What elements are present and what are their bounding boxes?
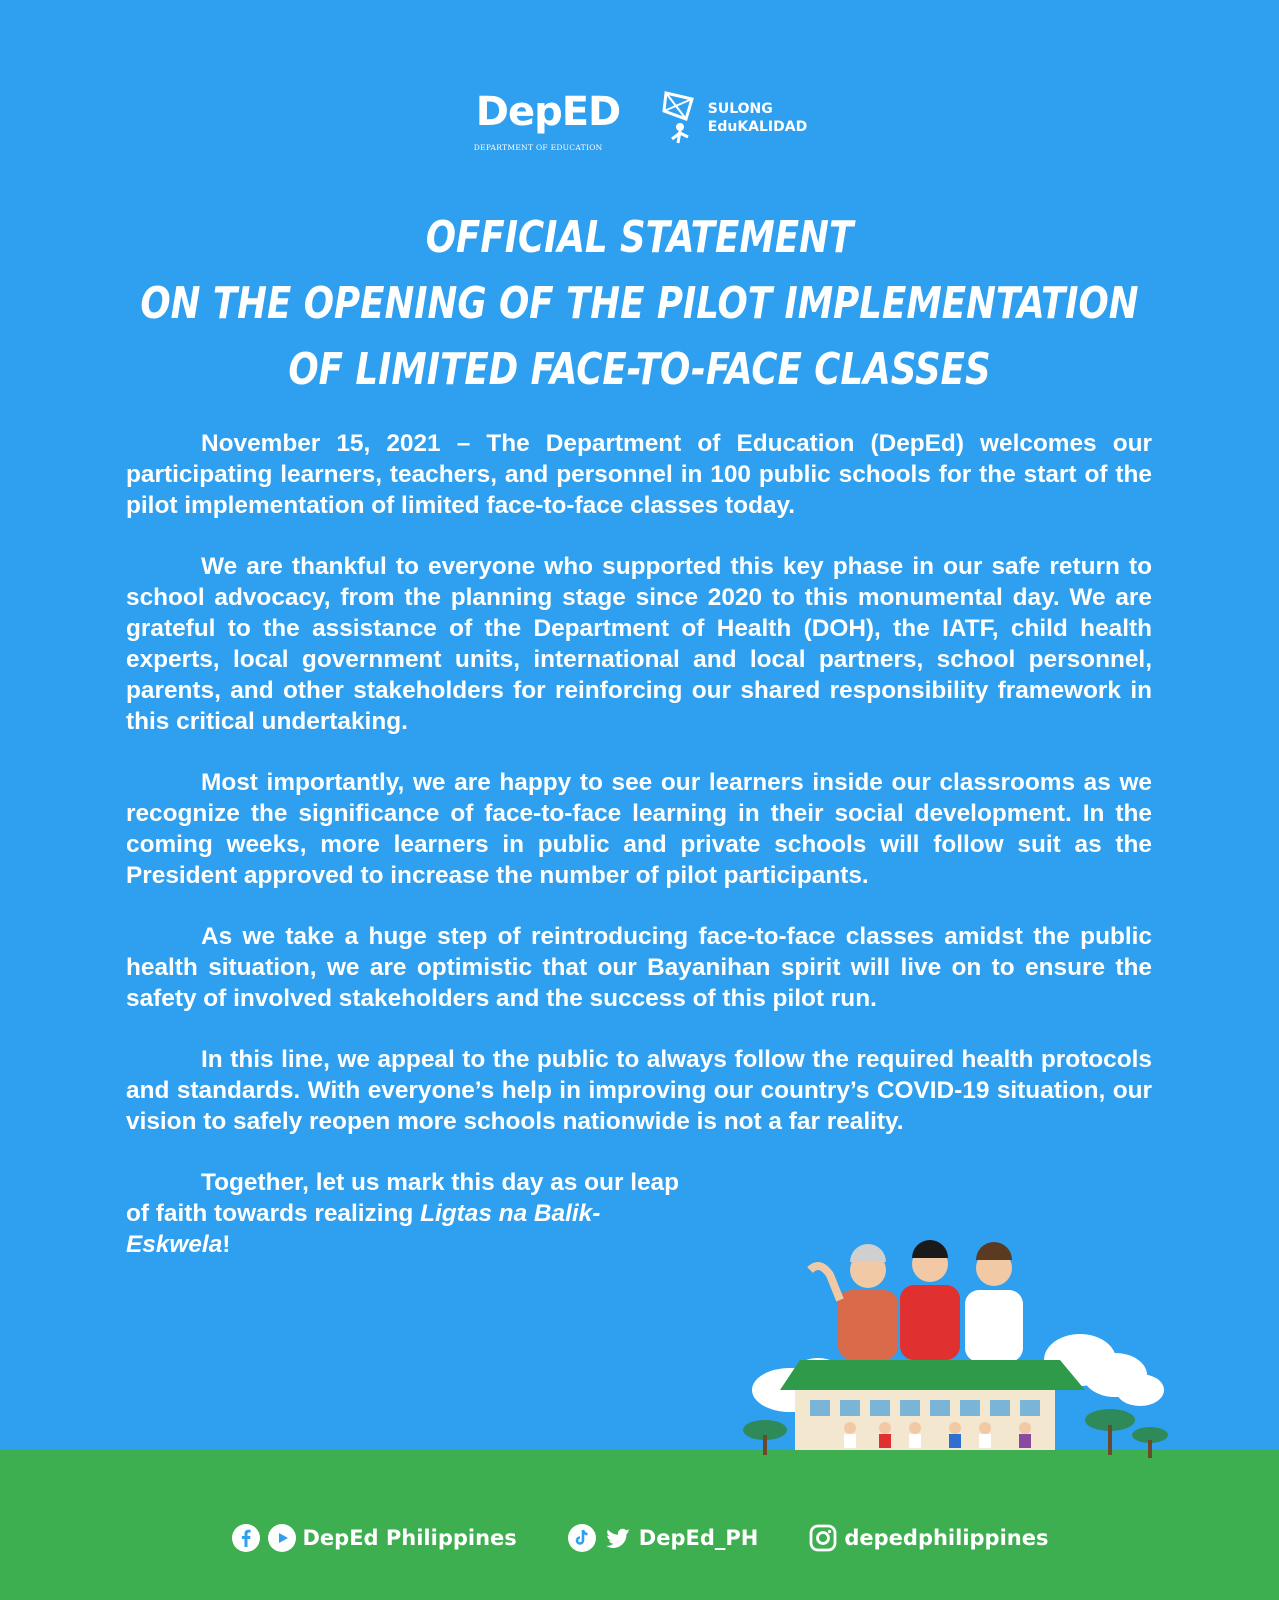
health-workers xyxy=(810,1240,1023,1362)
tiktok-twitter-handle: DepEd_PH xyxy=(638,1526,759,1550)
social-footer xyxy=(0,1523,1279,1553)
title-line-2: ON THE OPENING OF THE PILOT IMPLEMENTATION xyxy=(140,278,1139,329)
social-tiktok-twitter[interactable] xyxy=(567,1523,759,1553)
statement-body xyxy=(126,428,1152,1290)
youtube-icon xyxy=(267,1523,297,1553)
title-line-3: OF LIMITED FACE-TO-FACE CLASSES xyxy=(288,344,991,395)
kite-icon xyxy=(658,89,698,147)
deped-subtitle: DEPARTMENT OF EDUCATION xyxy=(473,143,603,152)
paragraph-5: In this line, we appeal to the public to always follow the required health protocols and standards. With everyone’s help in improving our country’s COVID-19 situation, our vision to safely reopen more schools nationwide is not a far reality. xyxy=(126,1046,1152,1135)
paragraph-2: We are thankful to everyone who supported this key phase in our safe return to school advocacy, from the planning stage since 2020 to this monumental day. We are grateful to the assistance of the Department of Health (DOH), the IATF, child health experts, local government units, international and local partners, school personnel, parents, and other stakeholders for reinforcing our shared responsibility framework in this critical undertaking. xyxy=(126,553,1152,735)
instagram-handle: depedphilippines xyxy=(844,1526,1049,1550)
closing-punct: ! xyxy=(222,1231,231,1258)
social-instagram[interactable] xyxy=(808,1523,1048,1553)
facebook-youtube-handle: DepEd Philippines xyxy=(302,1526,517,1550)
paragraph-4: As we take a huge step of reintroducing face-to-face classes amidst the public health situation, we are optimistic that our Bayanihan spirit will live on to ensure the safety of involved stakeholders and the success of this pilot run. xyxy=(126,923,1152,1012)
deped-wordmark: DepED xyxy=(475,89,621,135)
school-illustration xyxy=(740,1240,1170,1470)
title-line-1: OFFICIAL STATEMENT xyxy=(425,212,854,263)
closing-paragraph xyxy=(126,1167,696,1260)
instagram-icon xyxy=(808,1523,838,1553)
paragraph-1: November 15, 2021 – The Department of Education (DepEd) welcomes our participating learners, teachers, and personnel in 100 public schools for the start of the pilot implementation of limited face-to-face classes today. xyxy=(126,430,1152,519)
deped-logo xyxy=(472,84,621,152)
social-facebook-youtube[interactable] xyxy=(231,1523,517,1553)
tiktok-icon xyxy=(567,1523,597,1553)
facebook-icon xyxy=(231,1523,261,1553)
sulong-line1: SULONG xyxy=(707,101,773,117)
closing-text: Together, let us mark this day as our leap of faith towards realizing xyxy=(126,1169,680,1227)
sulong-edukalidad-logo xyxy=(658,89,807,147)
page-title xyxy=(0,205,1279,403)
closing-emphasis: Ligtas na Balik-Eskwela xyxy=(126,1200,601,1258)
paragraph-3: Most importantly, we are happy to see our learners inside our classrooms as we recognize the significance of face-to-face learning in their social development. In the coming weeks, more learners in public and private schools will follow suit as the President approved to increase the number of pilot participants. xyxy=(126,769,1152,889)
twitter-icon xyxy=(603,1523,633,1553)
logo-bar xyxy=(0,84,1279,152)
sulong-line2: EduKALIDAD xyxy=(707,119,808,135)
